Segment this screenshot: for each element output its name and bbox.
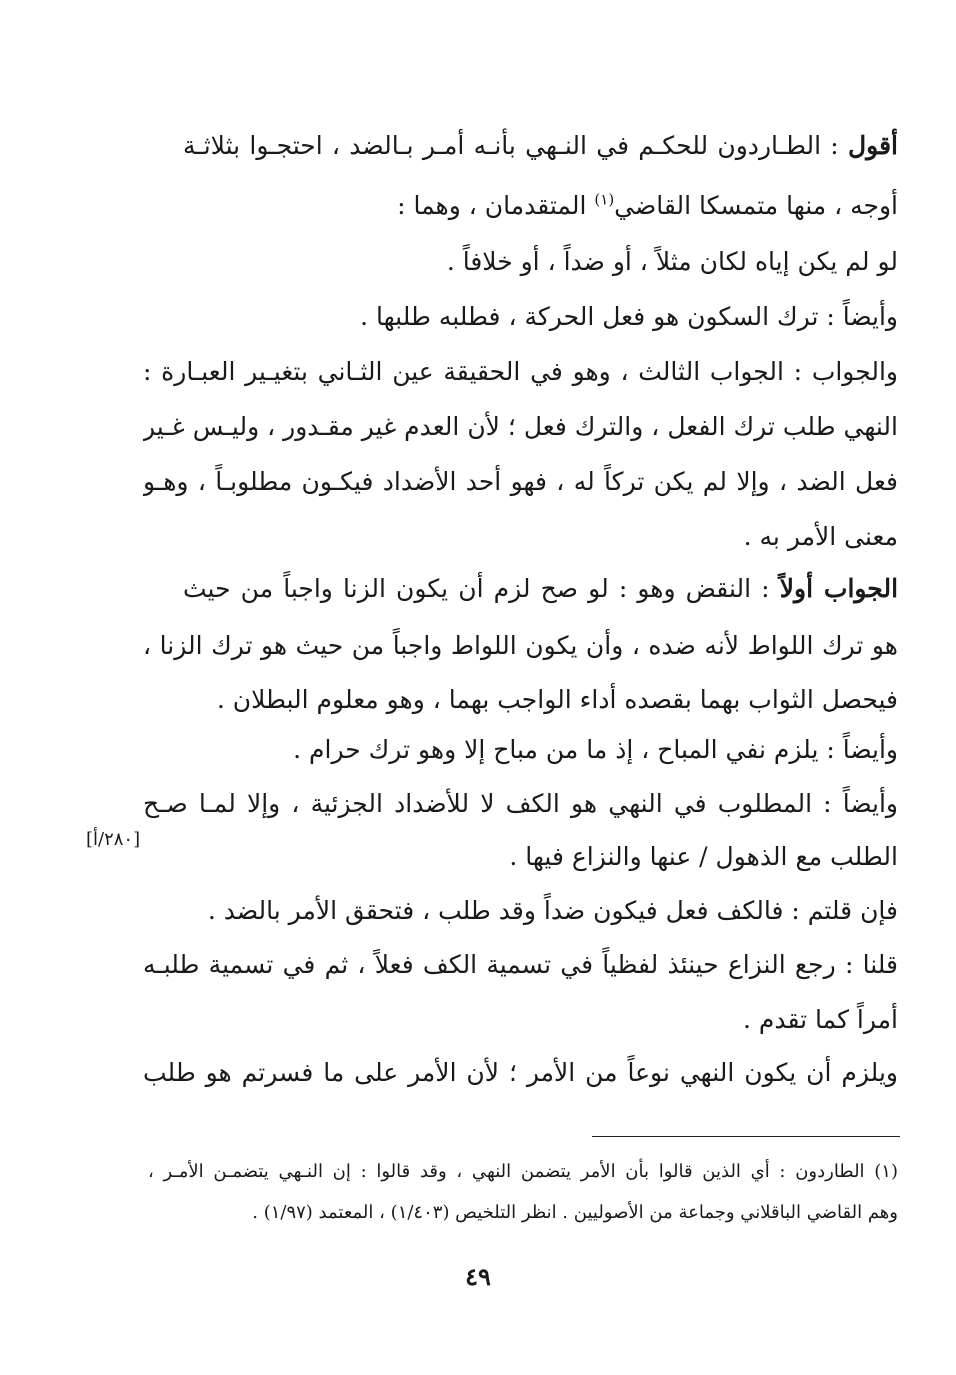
text-line-3 <box>143 242 898 282</box>
text-line-15 <box>143 891 898 931</box>
line-text: وأيضاً : المطلوب في النهي هو الكف لا للأضداد الجزئية ، وإلا لمـا صـح <box>143 789 898 818</box>
text-line-5 <box>143 352 898 392</box>
line-text: الطلب مع الذهول / عنها والنزاع فيها . <box>509 842 898 871</box>
line-text: وأيضاً : يلزم نفي المباح ، إذ ما من مباح إلا وهو ترك حرام . <box>293 735 898 764</box>
line-text: والجواب : الجواب الثالث ، وهو في الحقيقة عين الثـاني بتغيـير العبـارة : <box>143 357 898 386</box>
line-text: وأيضاً : ترك السكون هو فعل الحركة ، فطلبه طلبها . <box>360 302 898 331</box>
text-line-13 <box>143 784 898 824</box>
text-line-17 <box>143 1000 898 1040</box>
line-text: فيحصل الثواب بهما بقصده أداء الواجب بهما ، وهو معلوم البطلان . <box>216 685 898 714</box>
line-lead: الجواب أولاً <box>779 574 898 603</box>
text-line-16 <box>143 945 898 985</box>
text-line-12 <box>143 730 898 770</box>
footnote-line-2: وهم القاضي الباقلاني وجماعة من الأصوليين . انظر التلخيص (١/٤٠٣) ، المعتمد (١/٩٧) . <box>252 1202 898 1223</box>
line-text: : النقض وهو : لو صح لزم أن يكون الزنا واجباً من حيث <box>183 574 780 603</box>
page-number: ٤٩ <box>465 1262 491 1291</box>
line-text: معنى الأمر به . <box>743 522 898 551</box>
footnote-line-1: (١) الطاردون : أي الذين قالوا بأن الأمر يتضمن النهي ، وقد قالوا : إن النـهي يتضمـن الأمـر ، <box>148 1161 898 1182</box>
line-lead: أقول <box>848 131 898 160</box>
text-line-8 <box>143 517 898 557</box>
line-text: أمراً كما تقدم . <box>742 1005 898 1034</box>
text-line-2 <box>143 186 898 226</box>
line-text: فعل الضد ، وإلا لم يكن تركاً له ، فهو أحد الأضداد فيكـون مطلوبـاً ، وهـو <box>143 467 898 496</box>
text-line-10 <box>143 626 898 666</box>
text-line-11 <box>143 680 898 720</box>
line-text: المتقدمان ، وهما : <box>397 191 595 220</box>
line-text: ويلزم أن يكون النهي نوعاً من الأمر ؛ لأن الأمر على ما فسرتم هو طلب <box>143 1058 898 1087</box>
line-text: فإن قلتم : فالكف فعل فيكون ضداً وقد طلب ، فتحقق الأمر بالضد . <box>207 896 898 925</box>
text-line-1 <box>183 126 898 166</box>
footnote-reference: (١) <box>594 190 615 209</box>
text-line-4 <box>143 297 898 337</box>
manuscript-folio-note: [٢٨٠/أ] <box>86 829 141 850</box>
line-text: لو لم يكن إياه لكان مثلاً ، أو ضداً ، أو خلافاً . <box>446 247 898 276</box>
text-line-9 <box>183 569 898 609</box>
text-line-6 <box>143 407 898 447</box>
line-text: أوجه ، منها متمسكا القاضي <box>614 191 898 220</box>
text-line-14 <box>143 837 898 877</box>
line-text: : الطـاردون للحكـم في النـهي بأنـه أمـر بـالضد ، احتجـوا بثلاثـة <box>183 131 849 160</box>
line-text: هو ترك اللواط لأنه ضده ، وأن يكون اللواط واجباً من حيث هو ترك الزنا ، <box>143 631 898 660</box>
footnote-separator <box>592 1136 900 1137</box>
line-text: النهي طلب ترك الفعل ، والترك فعل ؛ لأن العدم غير مقـدور ، وليـس غـير <box>143 412 898 441</box>
line-text: قلنا : رجع النزاع حينئذ لفظياً في تسمية الكف فعلاً ، ثم في تسمية طلبـه <box>143 950 898 979</box>
text-line-18 <box>143 1053 898 1093</box>
text-line-7 <box>143 462 898 502</box>
